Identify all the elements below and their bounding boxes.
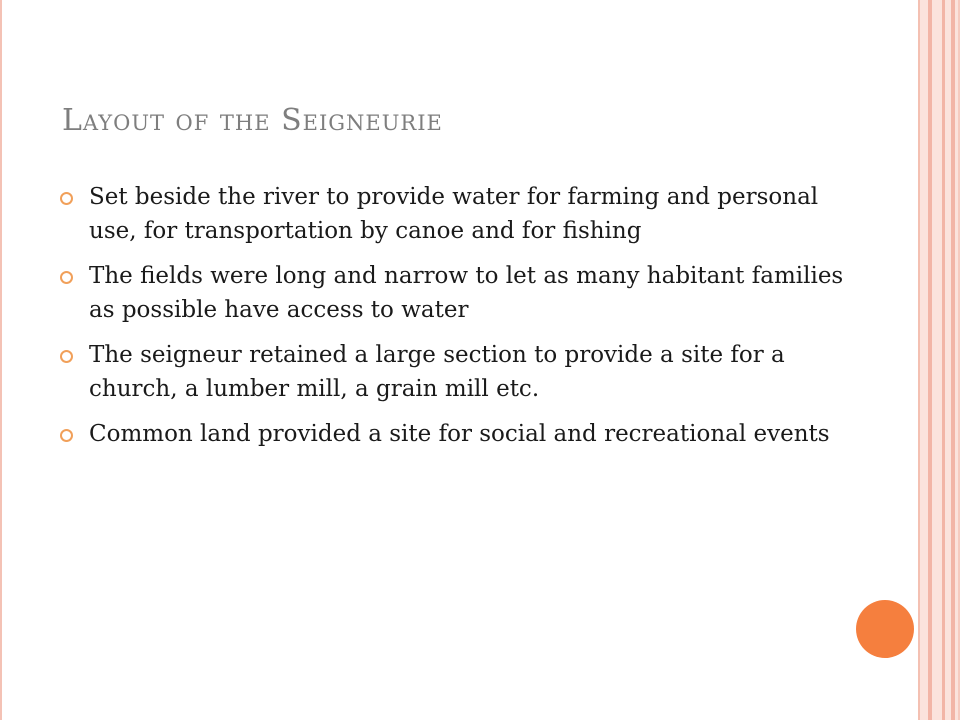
bullet-text: The seigneur retained a large section to provide a site for a church, a lumber mill, a grain mill etc.: [89, 342, 785, 402]
stripe-line: [928, 0, 932, 720]
left-border-line: [0, 0, 2, 720]
stripe-line: [942, 0, 945, 720]
bullet-item: [60, 338, 860, 406]
ring-bullet-icon: [60, 271, 73, 284]
bullet-text: Common land provided a site for social and recreational events: [89, 421, 830, 447]
bullet-item: [60, 259, 860, 327]
bullet-text: Set beside the river to provide water for farming and personal use, for transportation by canoe and for fishing: [89, 184, 819, 244]
decorative-side-stripes: [918, 0, 960, 720]
stripe-line: [918, 0, 920, 720]
bullet-item: [60, 180, 860, 248]
ring-bullet-icon: [60, 350, 73, 363]
bullet-text: The fields were long and narrow to let as many habitant families as possible have access to water: [89, 263, 844, 323]
ring-bullet-icon: [60, 429, 73, 442]
bullet-item: [60, 417, 860, 451]
bullet-list: [60, 180, 860, 462]
stripe-line: [951, 0, 955, 720]
ring-bullet-icon: [60, 192, 73, 205]
decorative-circle-icon: [856, 600, 914, 658]
slide-title: Layout of the Seigneurie: [62, 103, 443, 138]
